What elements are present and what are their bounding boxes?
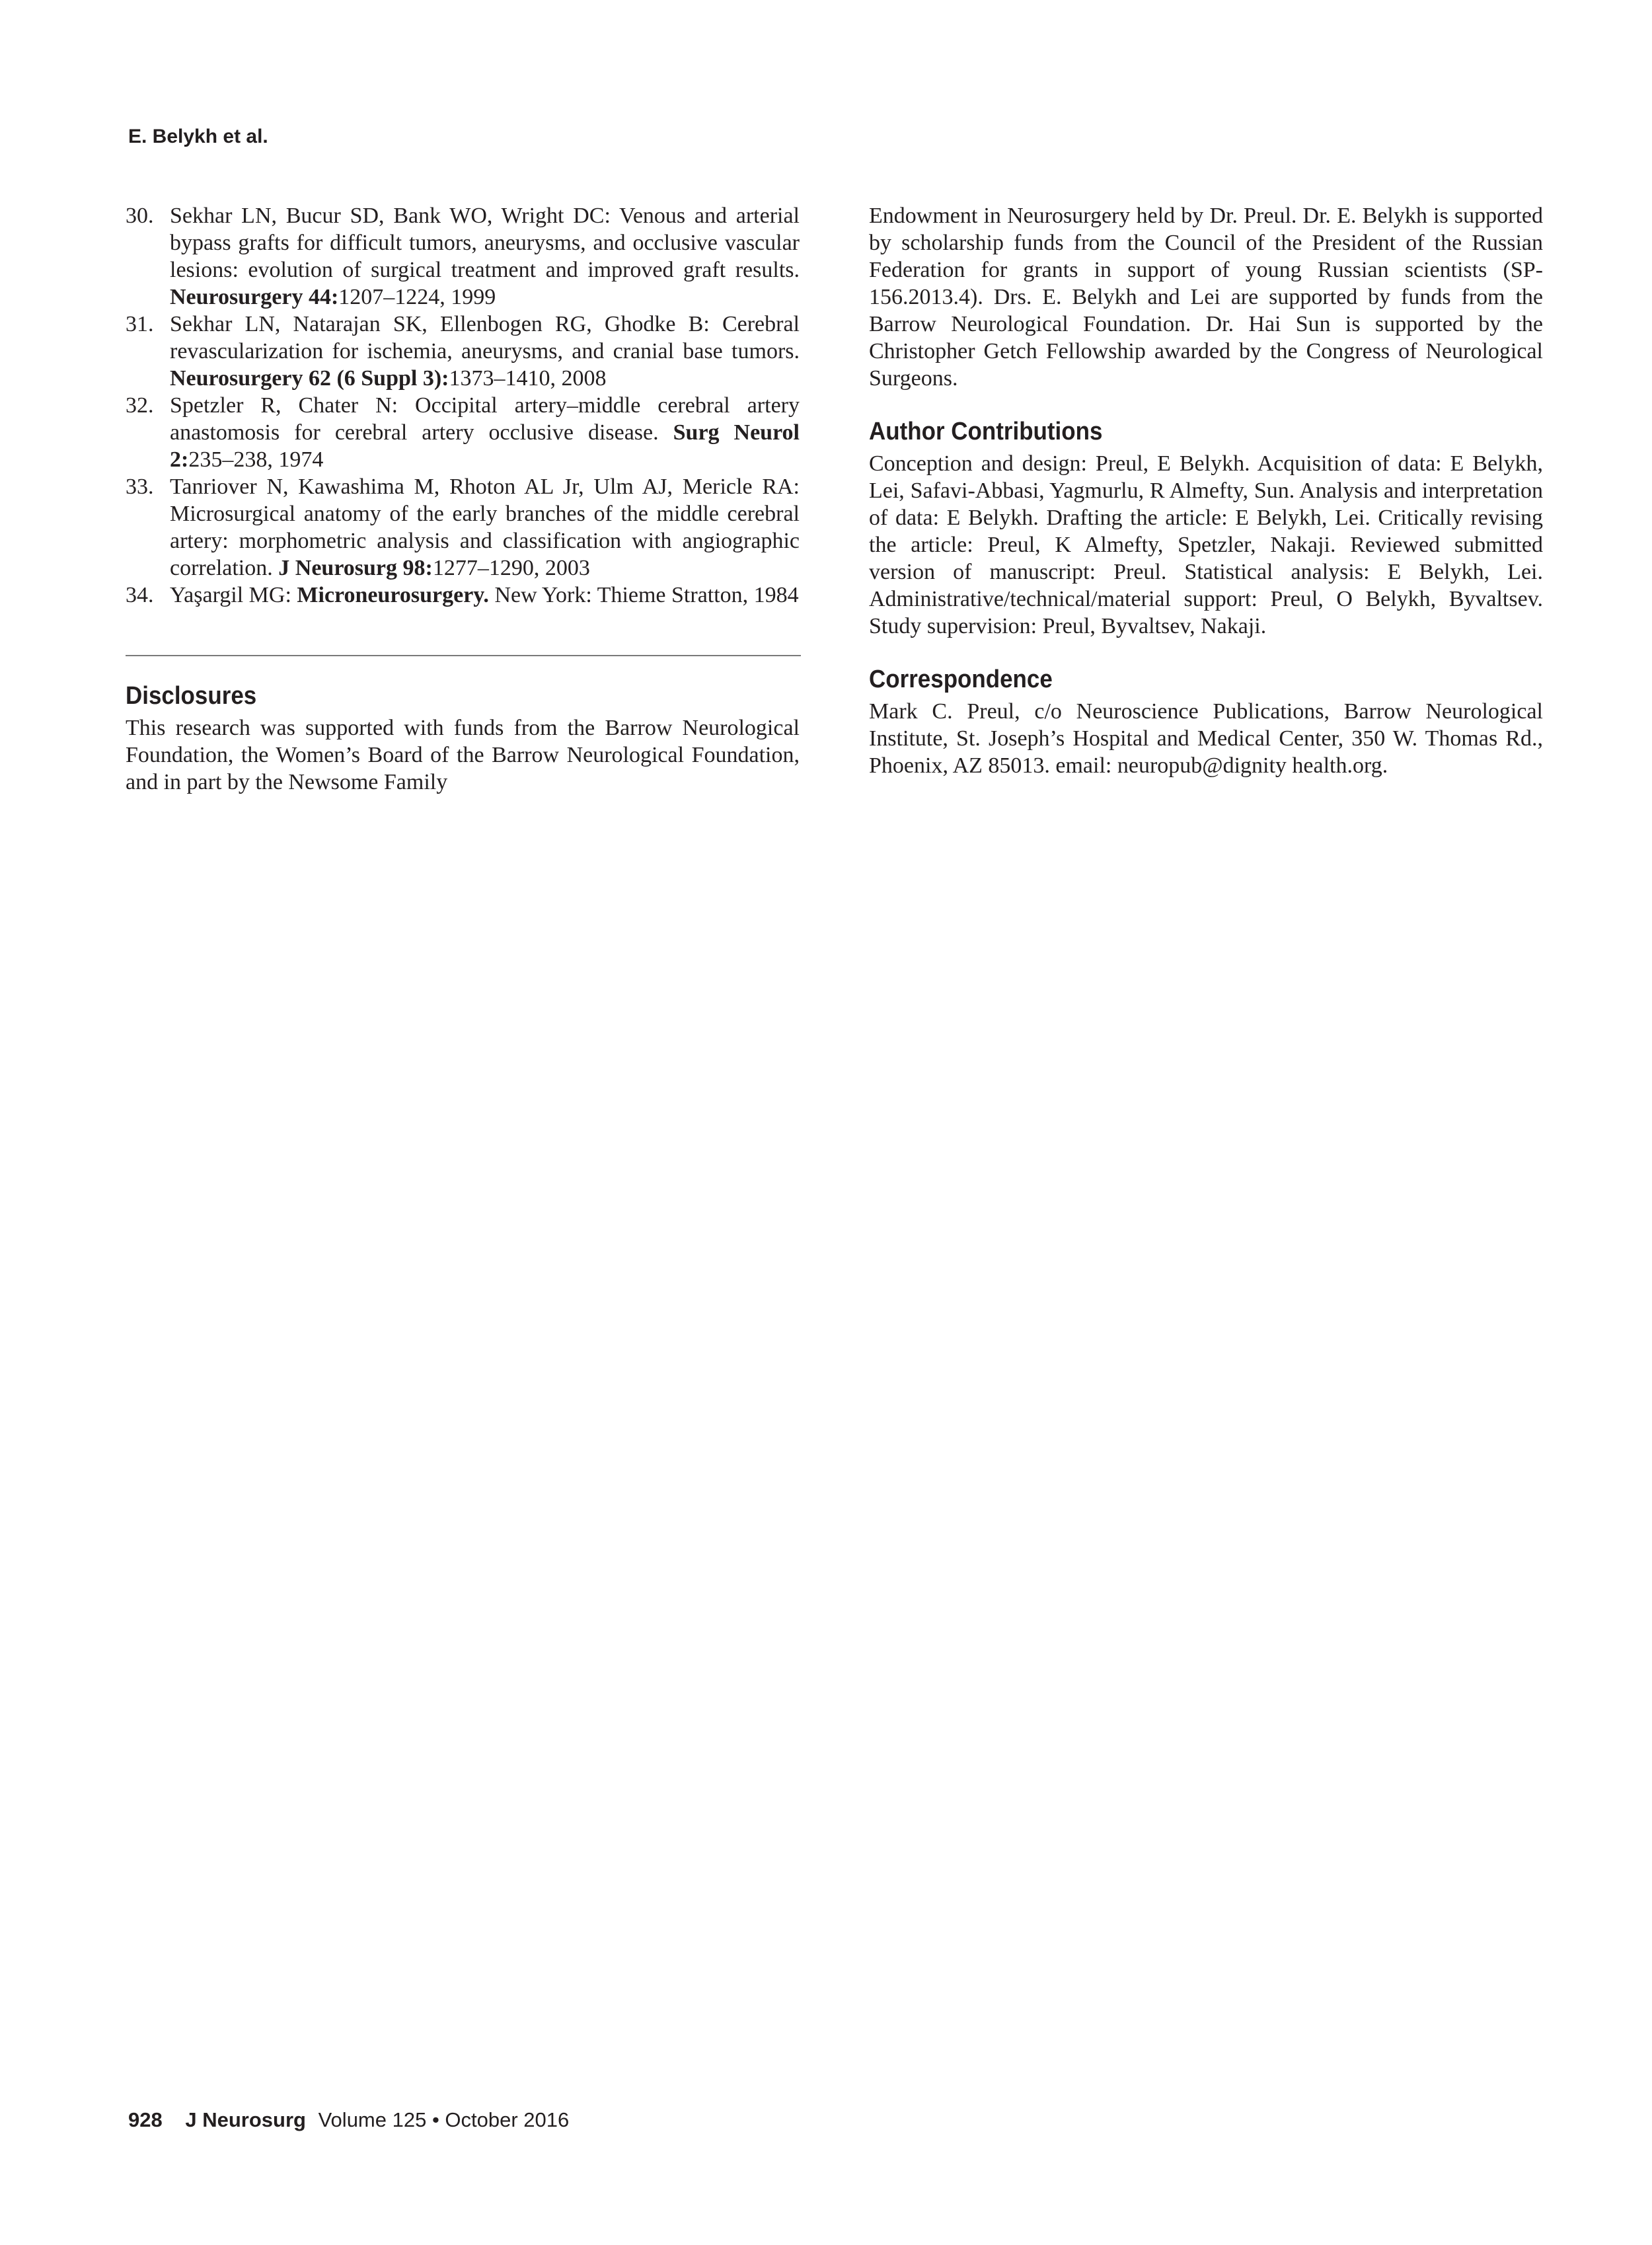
journal-name: J Neurosurg <box>185 2108 306 2131</box>
reference-text: Sekhar LN, Natarajan SK, Ellenbogen RG, Ghodke B: Cerebral revascularization for ischemia, aneurysms, and cranial base tumors. <box>170 312 800 363</box>
disclosures-text-continued: Endowment in Neurosurgery held by Dr. Preul. Dr. E. Belykh is supported by scholarship funds from the Council of the President of the Russian Federation for grants in support of young Russian scientists (SP-156.2013.4). Drs. E. Belykh and Lei are supported by funds from the Barrow Neurological Foundation. Dr. Hai Sun is supported by the Christopher Getch Fellowship awarded by the Congress of Neurological Surgeons. <box>869 204 1543 391</box>
reference-list <box>126 202 800 609</box>
reference-item <box>126 311 800 392</box>
reference-journal: Neurosurgery 62 (6 Suppl 3): <box>170 366 449 391</box>
page-number: 928 <box>128 2108 163 2131</box>
reference-item <box>126 473 800 582</box>
reference-pages: 1277–1290, 2003 <box>432 556 590 580</box>
reference-number: 30. <box>126 204 154 228</box>
running-head: E. Belykh et al. <box>128 126 268 147</box>
left-column <box>126 202 800 796</box>
correspondence-text: Mark C. Preul, c/o Neuroscience Publications, Barrow Neurological Institute, St. Joseph’s Hospital and Medical Center, 350 W. Thomas Rd., Phoenix, AZ 85013. email: neuropub@dignity health.org. <box>869 699 1543 778</box>
reference-book-title: Microneurosurgery. <box>297 583 489 607</box>
reference-number: 32. <box>126 393 154 418</box>
author-contributions-text: Conception and design: Preul, E Belykh. Acquisition of data: E Belykh, Lei, Safavi-Abbasi, Yagmurlu, R Almefty, Sun. Analysis and interpretation of data: E Belykh. Drafting the article: E Belykh, Lei. Critically revising the article: Preul, K Almefty, Spetzler, Nakaji. Reviewed submitted version of manuscript: Preul. Statistical analysis: E Belykh, Lei. Administrative/technical/material support: Preul, O Belykh, Byvaltsev. Study supervision: Preul, Byvaltsev, Nakaji. <box>869 451 1543 638</box>
reference-item <box>126 392 800 473</box>
section-divider <box>126 655 801 656</box>
reference-text: Sekhar LN, Bucur SD, Bank WO, Wright DC: Venous and arterial bypass grafts for difficult tumors, aneurysms, and occlusive vascular lesions: evolution of surgical treatment and improved graft results. <box>170 204 800 282</box>
reference-pages: 235–238, 1974 <box>188 447 324 472</box>
reference-publisher: New York: Thieme Stratton, 1984 <box>488 583 799 607</box>
correspondence-heading: Correspondence <box>869 666 1053 693</box>
reference-text: Yaşargil MG: <box>170 583 297 607</box>
reference-number: 31. <box>126 312 154 336</box>
reference-journal: J Neurosurg 98: <box>278 556 433 580</box>
reference-item <box>126 202 800 311</box>
reference-item <box>126 582 800 609</box>
reference-pages: 1207–1224, 1999 <box>338 285 496 309</box>
reference-number: 33. <box>126 475 154 499</box>
reference-journal: Neurosurgery 44: <box>170 285 339 309</box>
author-contributions-heading: Author Contributions <box>869 418 1103 445</box>
reference-text: Spetzler R, Chater N: Occipital artery–middle cerebral artery anastomosis for cerebral artery occlusive disease. <box>170 393 800 445</box>
disclosures-heading: Disclosures <box>126 682 257 710</box>
reference-text: Tanriover N, Kawashima M, Rhoton AL Jr, Ulm AJ, Mericle RA: Microsurgical anatomy of the early branches of the middle cerebral artery: morphometric analysis and classification with angiographic correlation. <box>170 475 800 580</box>
right-column <box>869 202 1543 779</box>
page-footer <box>128 2108 569 2132</box>
issue-info: Volume 125 • October 2016 <box>318 2108 570 2131</box>
reference-pages: 1373–1410, 2008 <box>449 366 607 391</box>
reference-number: 34. <box>126 583 154 607</box>
reference-journal: Surg Neurol 2: <box>170 420 800 472</box>
disclosures-text: This research was supported with funds from the Barrow Neurological Foundation, the Women’s Board of the Barrow Neurological Foundation, and in part by the Newsome Family <box>126 716 800 794</box>
